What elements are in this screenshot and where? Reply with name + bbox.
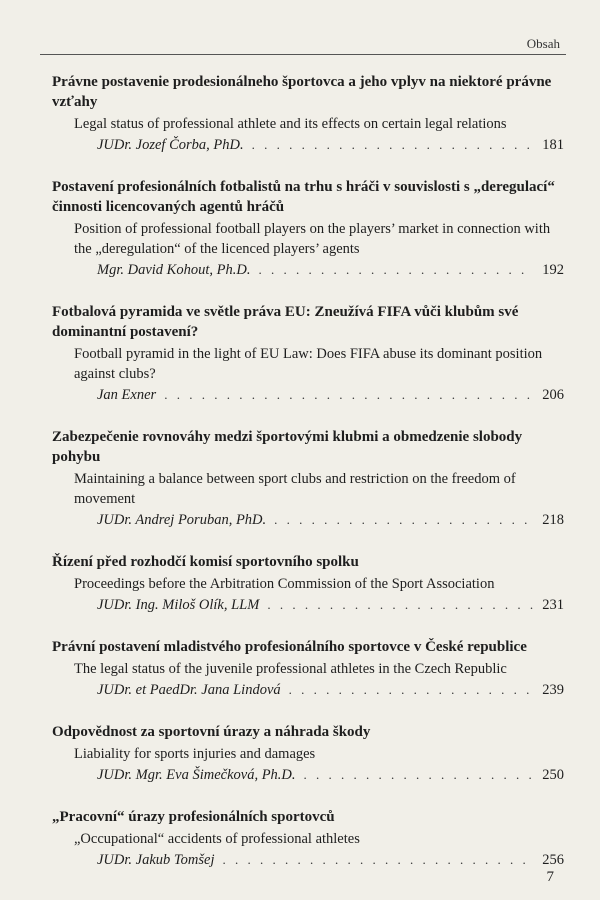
entry-page-number: 192 — [542, 262, 564, 278]
entry-author-line — [97, 765, 564, 785]
entry-subtitle: Football pyramid in the light of EU Law: Does FIFA abuse its dominant position against clubs? — [74, 346, 543, 382]
entry-title: Právne postavenie prodesionálneho športovca a jeho vplyv na niektoré právne vzťahy — [52, 74, 552, 110]
dot-leader — [274, 510, 534, 530]
dot-leader — [289, 680, 535, 700]
entry-page-number: 239 — [542, 682, 564, 698]
entry-author: JUDr. Jakub Tomšej — [97, 852, 215, 868]
entry-page-number: 206 — [542, 387, 564, 403]
entry-author-line — [97, 510, 564, 530]
entry-page-number: 218 — [542, 512, 564, 528]
entry-title: Odpovědnost za sportovní úrazy a náhrada škody — [52, 724, 371, 740]
entry-author-line — [97, 135, 564, 155]
entry-author-line — [97, 680, 564, 700]
entry-subtitle: Maintaining a balance between sport clubs and restriction on the freedom of movement — [74, 471, 516, 507]
dot-leader — [222, 850, 534, 870]
entry-subtitle: Position of professional football players on the players’ market in connection with the „deregulation“ of the licenced players’ agents — [74, 221, 551, 257]
dot-leader — [164, 385, 534, 405]
toc-entry — [52, 302, 564, 405]
dot-leader — [252, 135, 535, 155]
entry-page-number: 256 — [542, 852, 564, 868]
entry-author-line — [97, 260, 564, 280]
entry-title: Fotbalová pyramida ve světle práva EU: Zneužívá FIFA vůči klubům své dominantní postavení? — [52, 304, 519, 340]
entry-page-number: 231 — [542, 597, 564, 613]
entry-subtitle: „Occupational“ accidents of professional athletes — [74, 831, 360, 847]
entry-author-line — [97, 385, 564, 405]
entry-subtitle: Liabiality for sports injuries and damages — [74, 746, 316, 762]
entry-author: Jan Exner — [97, 387, 157, 403]
toc-entry — [52, 807, 564, 870]
entry-author: Mgr. David Kohout, Ph.D. — [97, 262, 251, 278]
entry-author-line — [97, 595, 564, 615]
entry-title: Zabezpečenie rovnováhy medzi športovými klubmi a obmedzenie slobody pohybu — [52, 429, 523, 465]
toc-entry — [52, 637, 564, 700]
entry-author: JUDr. Jozef Čorba, PhD. — [97, 137, 244, 153]
header-rule — [40, 54, 566, 55]
entry-subtitle: The legal status of the juvenile professional athletes in the Czech Republic — [74, 661, 507, 677]
toc-entry — [52, 72, 564, 155]
entry-title: „Pracovní“ úrazy profesionálních sportovců — [52, 809, 335, 825]
page-number: 7 — [546, 869, 554, 885]
toc-entry — [52, 722, 564, 785]
toc-list — [52, 72, 564, 892]
dot-leader — [258, 260, 534, 280]
toc-entry — [52, 552, 564, 615]
entry-title: Postavení profesionálních fotbalistů na trhu s hráči v souvislosti s „deregulací“ činnosti licencovaných agentů hráčů — [52, 179, 555, 215]
dot-leader — [267, 595, 534, 615]
toc-entry — [52, 177, 564, 280]
entry-author: JUDr. Andrej Poruban, PhD. — [97, 512, 267, 528]
entry-author: JUDr. Ing. Miloš Olík, LLM — [97, 597, 260, 613]
entry-title: Právní postavení mladistvého profesionálního sportovce v České republice — [52, 639, 527, 655]
entry-subtitle: Legal status of professional athlete and its effects on certain legal relations — [74, 116, 507, 132]
entry-page-number: 250 — [542, 767, 564, 783]
entry-author-line — [97, 850, 564, 870]
entry-page-number: 181 — [542, 137, 564, 153]
entry-author: JUDr. et PaedDr. Jana Lindová — [97, 682, 281, 698]
dot-leader — [304, 765, 535, 785]
toc-entry — [52, 427, 564, 530]
entry-author: JUDr. Mgr. Eva Šimečková, Ph.D. — [97, 767, 296, 783]
entry-title: Řízení před rozhodčí komisí sportovního spolku — [52, 554, 359, 570]
running-header: Obsah — [526, 36, 560, 51]
entry-subtitle: Proceedings before the Arbitration Commission of the Sport Association — [74, 576, 495, 592]
